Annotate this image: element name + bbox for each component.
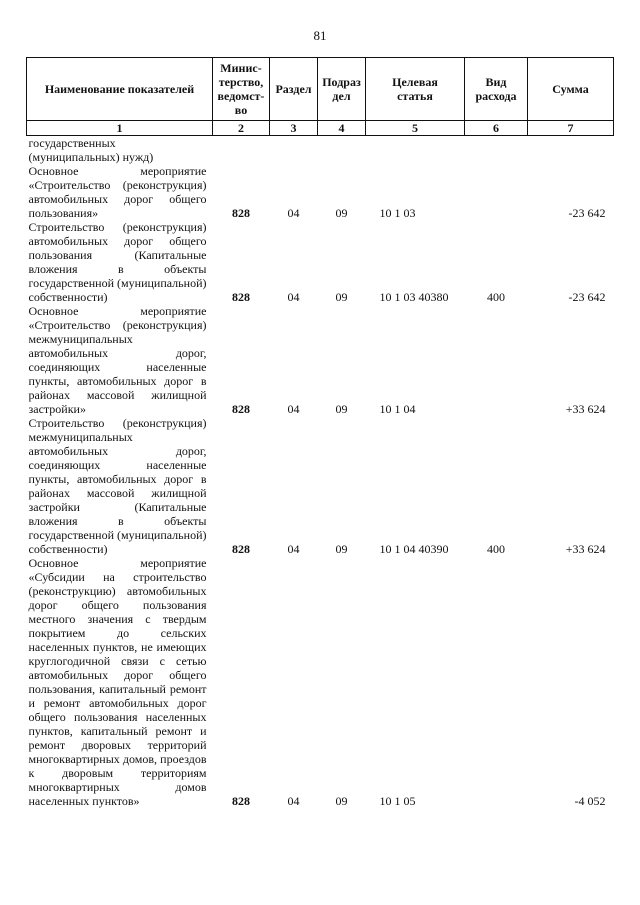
row-section: 04 <box>287 206 300 220</box>
row-amount <box>528 136 614 165</box>
row-section: 04 <box>287 794 300 808</box>
row-amount: +33 624 <box>565 402 606 416</box>
row-subsection: 09 <box>335 290 348 304</box>
row-exptype: 400 <box>487 542 505 556</box>
row-name: Основное мероприятие «Строительство (реконструкция) межмуниципальных автомобильных дорог, соединяющих населенные пункты, автомобильных дорог в районах массовой жилищной застройки» <box>28 304 207 416</box>
row-name: государственных (муниципальных) нужд) <box>28 136 154 164</box>
row-ministry: 828 <box>232 402 250 416</box>
table-row <box>27 304 614 416</box>
header-article: Целевая статья <box>366 58 465 121</box>
row-article: 10 1 04 <box>379 402 416 416</box>
header-section: Раздел <box>270 58 318 121</box>
row-amount: -4 052 <box>574 794 606 808</box>
row-article: 10 1 05 <box>379 794 416 808</box>
table-row <box>27 136 614 165</box>
header-name: Наименование показателей <box>27 58 213 121</box>
row-article: 10 1 03 40380 <box>379 290 449 304</box>
header-amount: Сумма <box>528 58 614 121</box>
row-article: 10 1 03 <box>379 206 416 220</box>
header-row <box>27 58 614 121</box>
row-amount: -23 642 <box>568 290 606 304</box>
header-subsection: Подраз дел <box>318 58 366 121</box>
column-number: 3 <box>270 121 318 136</box>
page-number: 81 <box>313 28 327 43</box>
row-exptype <box>465 136 528 165</box>
table-row <box>27 556 614 808</box>
row-amount: +33 624 <box>565 542 606 556</box>
table-row <box>27 220 614 304</box>
row-subsection: 09 <box>335 206 348 220</box>
row-section <box>270 136 318 165</box>
column-number: 6 <box>465 121 528 136</box>
column-number: 4 <box>318 121 366 136</box>
row-exptype <box>465 304 528 416</box>
header-ministry: Минис- терство, ведомст- во <box>213 58 270 121</box>
row-section: 04 <box>287 402 300 416</box>
column-number-row <box>27 121 614 136</box>
column-number: 5 <box>366 121 465 136</box>
row-article: 10 1 04 40390 <box>379 542 449 556</box>
row-ministry: 828 <box>232 290 250 304</box>
row-ministry <box>213 136 270 165</box>
row-subsection: 09 <box>335 794 348 808</box>
row-name: Основное мероприятие «Субсидии на строительство (реконструкцию) автомобильных дорог общего пользования местного значения с твердым покрытием до сельских населенных пунктов, не имеющих круглогодичной связи с сетью автомобильных дорог общего пользования, капитальный ремонт и ремонт автомобильных дорог общего пользования населенных пунктов, капитальный ремонт и ремонт дворовых территорий многоквартирных домов, проездов к дворовым территориям многоквартирных домов населенных пунктов» <box>28 556 207 808</box>
row-amount: -23 642 <box>568 206 606 220</box>
column-number: 7 <box>528 121 614 136</box>
row-section: 04 <box>287 542 300 556</box>
row-ministry: 828 <box>232 542 250 556</box>
table-row <box>27 164 614 220</box>
row-exptype <box>465 556 528 808</box>
row-ministry: 828 <box>232 206 250 220</box>
row-subsection: 09 <box>335 402 348 416</box>
row-name: Строительство (реконструкция) автомобильных дорог общего пользования (Капитальные вложения в объекты государственной (муниципальной) собственности) <box>28 220 207 304</box>
row-article <box>366 136 465 165</box>
budget-table <box>26 57 614 808</box>
row-exptype <box>465 164 528 220</box>
header-exptype: Вид расхода <box>465 58 528 121</box>
column-number: 1 <box>27 121 213 136</box>
table-row <box>27 416 614 556</box>
row-section: 04 <box>287 290 300 304</box>
row-subsection <box>318 136 366 165</box>
row-name: Основное мероприятие «Строительство (реконструкция) автомобильных дорог общего пользования» <box>28 164 207 220</box>
row-ministry: 828 <box>232 794 250 808</box>
column-number: 2 <box>213 121 270 136</box>
row-name: Строительство (реконструкция) межмуниципальных автомобильных дорог, соединяющих населенные пункты, автомобильных дорог в районах массовой жилищной застройки (Капитальные вложения в объекты государственной (муниципальной) собственности) <box>28 416 207 556</box>
row-exptype: 400 <box>487 290 505 304</box>
row-subsection: 09 <box>335 542 348 556</box>
